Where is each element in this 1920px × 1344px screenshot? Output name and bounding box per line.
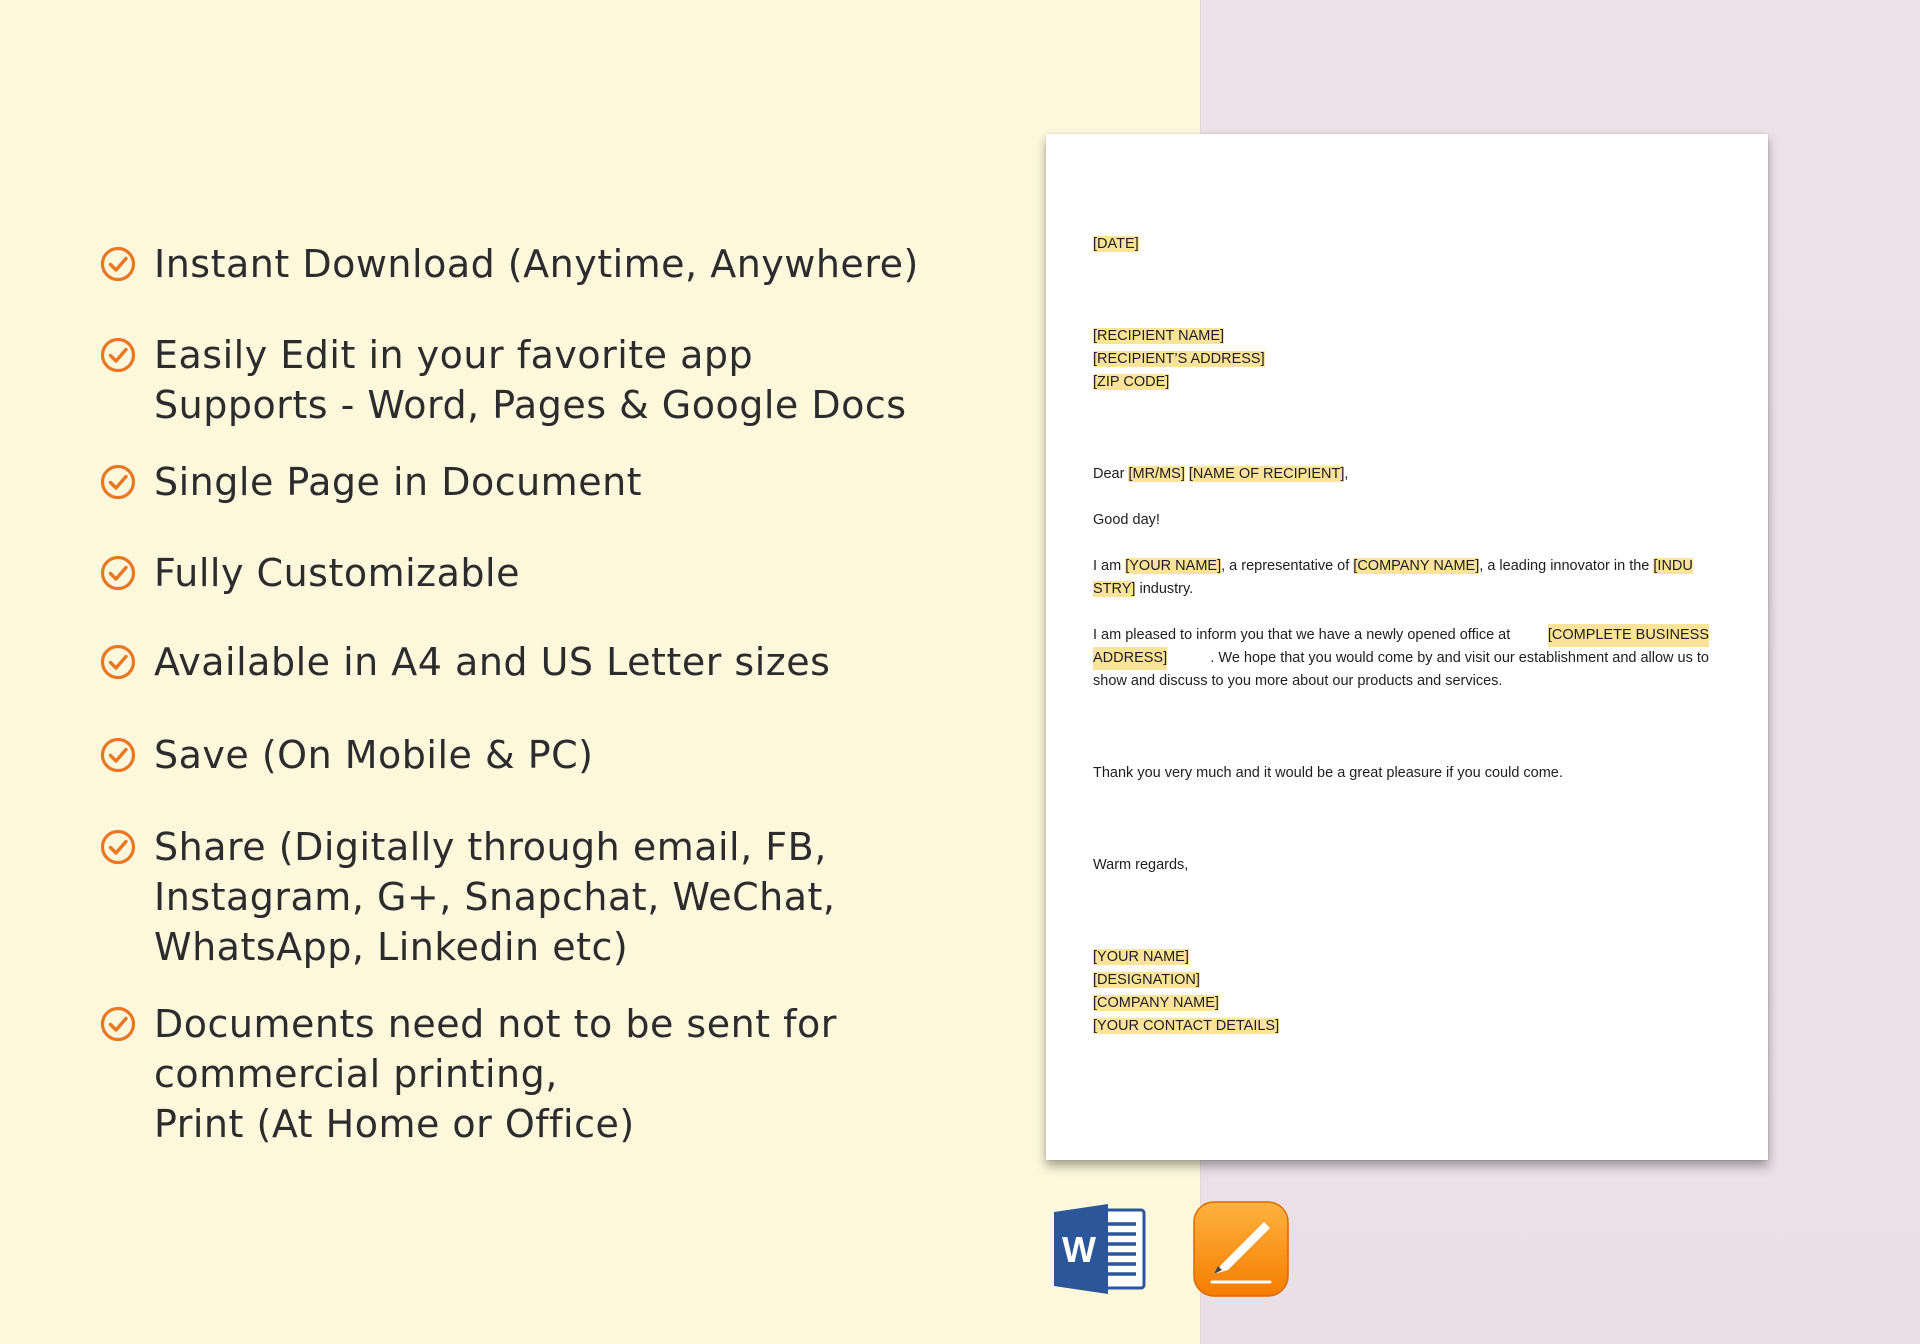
thanks-line: Thank you very much and it would be a great pleasure if you could come. bbox=[1093, 765, 1563, 781]
feature-item bbox=[100, 548, 520, 598]
date-placeholder: [DATE] bbox=[1093, 236, 1139, 252]
salutation bbox=[1093, 463, 1709, 486]
feature-text: Single Page in Document bbox=[154, 460, 643, 504]
check-circle-icon bbox=[100, 555, 136, 591]
feature-text: Save (On Mobile & PC) bbox=[154, 733, 594, 777]
check-circle-icon bbox=[100, 1006, 136, 1042]
word-icon bbox=[1052, 1202, 1148, 1296]
signature-block bbox=[1093, 946, 1709, 1038]
greeting: Good day! bbox=[1093, 512, 1160, 528]
signature-designation: [DESIGNATION] bbox=[1093, 972, 1200, 988]
feature-text: Documents need not to be sent for bbox=[154, 1002, 837, 1046]
company-placeholder: [COMPANY NAME] bbox=[1353, 558, 1480, 574]
check-circle-icon bbox=[100, 464, 136, 500]
feature-item bbox=[100, 999, 837, 1149]
check-circle-icon bbox=[100, 644, 136, 680]
text-run: industry. bbox=[1135, 581, 1194, 597]
feature-text: Easily Edit in your favorite app bbox=[154, 333, 754, 377]
feature-item bbox=[100, 330, 907, 430]
pages-icon bbox=[1192, 1200, 1290, 1298]
signature-contact: [YOUR CONTACT DETAILS] bbox=[1093, 1018, 1280, 1034]
industry-placeholder: [INDU bbox=[1653, 558, 1693, 574]
salutation-prefix: Dear bbox=[1093, 466, 1129, 482]
feature-item bbox=[100, 239, 919, 289]
feature-text: Share (Digitally through email, FB, bbox=[154, 825, 827, 869]
salutation-name: [NAME OF RECIPIENT] bbox=[1188, 466, 1345, 482]
salutation-suffix: , bbox=[1344, 466, 1349, 482]
check-circle-icon bbox=[100, 737, 136, 773]
check-circle-icon bbox=[100, 829, 136, 865]
recipient-block bbox=[1093, 325, 1709, 394]
feature-item bbox=[100, 457, 642, 507]
word-letter: W bbox=[1062, 1229, 1096, 1270]
paragraph-intro bbox=[1093, 555, 1709, 601]
feature-item bbox=[100, 637, 830, 687]
zip-code: [ZIP CODE] bbox=[1093, 374, 1170, 390]
your-name-placeholder: [YOUR NAME] bbox=[1125, 558, 1222, 574]
text-run: show and discuss to you more about our products and services. bbox=[1093, 673, 1503, 689]
signature-name: [YOUR NAME] bbox=[1093, 949, 1189, 965]
text-run: I am bbox=[1093, 558, 1126, 574]
text-run: , a representative of bbox=[1221, 558, 1354, 574]
text-run: , a leading innovator in the bbox=[1479, 558, 1654, 574]
intro-line-1 bbox=[1093, 555, 1693, 578]
letter-document bbox=[1046, 134, 1768, 1160]
check-circle-icon bbox=[100, 246, 136, 282]
address-placeholder: [COMPLETE BUSINESS bbox=[1548, 624, 1709, 647]
feature-text: Supports - Word, Pages & Google Docs bbox=[154, 383, 907, 427]
text-run: . We hope that you would come by and visit our establishment and allow us to bbox=[1210, 650, 1709, 666]
industry-placeholder: STRY] bbox=[1093, 581, 1136, 597]
feature-item bbox=[100, 822, 835, 972]
feature-text: Instagram, G+, Snapchat, WeChat, bbox=[154, 875, 836, 919]
signature-company: [COMPANY NAME] bbox=[1093, 995, 1219, 1011]
recipient-address: [RECIPIENT’S ADDRESS] bbox=[1093, 351, 1265, 367]
feature-item bbox=[100, 730, 593, 780]
feature-text: Instant Download (Anytime, Anywhere) bbox=[154, 242, 919, 286]
closing: Warm regards, bbox=[1093, 857, 1189, 873]
feature-text: Fully Customizable bbox=[154, 551, 520, 595]
text-run: I am pleased to inform you that we have a newly opened office at bbox=[1093, 627, 1511, 643]
check-circle-icon bbox=[100, 337, 136, 373]
date-line bbox=[1093, 233, 1709, 256]
paragraph-office bbox=[1093, 624, 1709, 693]
salutation-title: [MR/MS] bbox=[1128, 466, 1185, 482]
feature-text: commercial printing, bbox=[154, 1052, 558, 1096]
recipient-name: [RECIPIENT NAME] bbox=[1093, 328, 1225, 344]
feature-text: WhatsApp, Linkedin etc) bbox=[154, 925, 629, 969]
feature-text: Print (At Home or Office) bbox=[154, 1102, 635, 1146]
address-placeholder: ADDRESS] bbox=[1093, 647, 1167, 670]
feature-text: Available in A4 and US Letter sizes bbox=[154, 640, 831, 684]
